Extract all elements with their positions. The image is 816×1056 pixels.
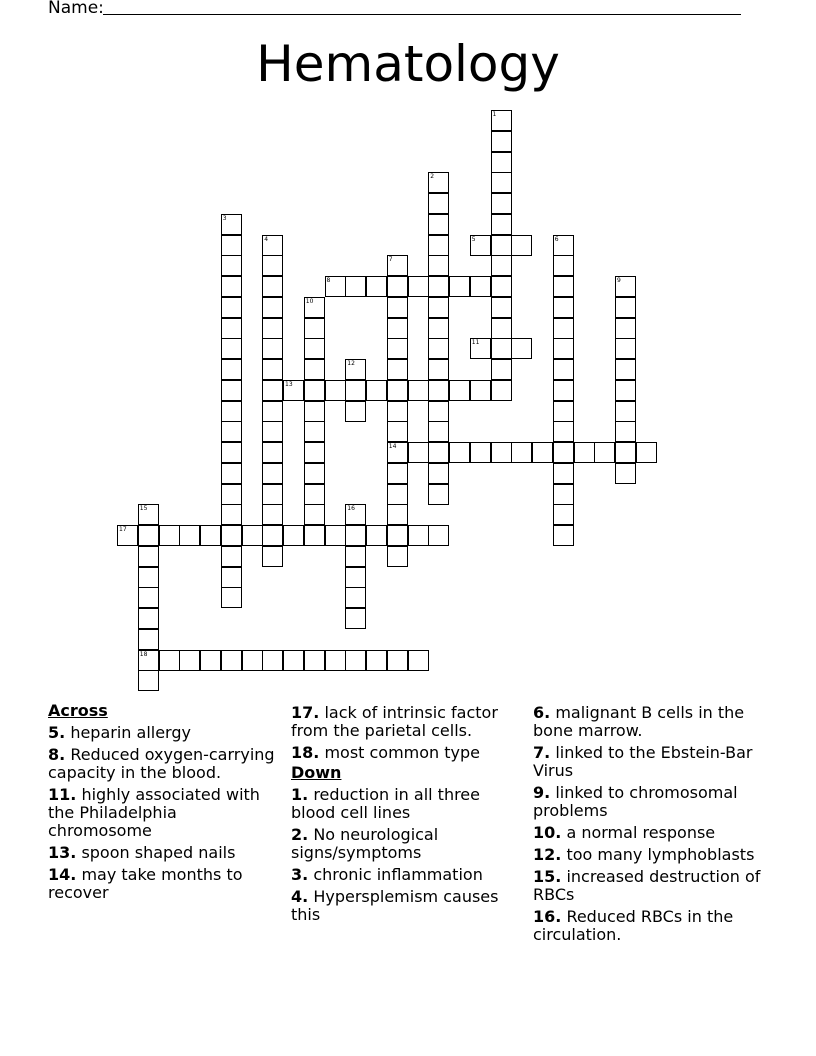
grid-cell[interactable] bbox=[221, 442, 242, 463]
grid-cell[interactable] bbox=[428, 401, 449, 422]
clue-down-3 bbox=[291, 866, 527, 884]
grid-cell[interactable] bbox=[221, 567, 242, 588]
clue-number: 11. bbox=[48, 785, 77, 804]
grid-cell[interactable] bbox=[615, 380, 636, 401]
grid-cell[interactable] bbox=[304, 650, 325, 671]
name-label: Name: bbox=[48, 0, 104, 18]
cell-number: 7 bbox=[388, 256, 393, 264]
clue-down-2 bbox=[291, 826, 527, 862]
grid-cell[interactable] bbox=[428, 318, 449, 339]
clue-text: heparin allergy bbox=[70, 723, 191, 742]
grid-cell[interactable] bbox=[304, 484, 325, 505]
grid-cell[interactable] bbox=[553, 297, 574, 318]
grid-cell[interactable] bbox=[408, 442, 429, 463]
grid-cell[interactable] bbox=[366, 276, 387, 297]
grid-cell[interactable] bbox=[200, 525, 221, 546]
grid-cell[interactable] bbox=[428, 297, 449, 318]
grid-cell[interactable] bbox=[345, 276, 366, 297]
grid-cell[interactable] bbox=[428, 338, 449, 359]
grid-cell[interactable] bbox=[262, 546, 283, 567]
grid-cell[interactable] bbox=[262, 484, 283, 505]
grid-cell[interactable] bbox=[345, 587, 366, 608]
grid-cell[interactable] bbox=[138, 567, 159, 588]
clue-down-7 bbox=[533, 744, 769, 780]
grid-cell[interactable] bbox=[366, 380, 387, 401]
grid-cell[interactable] bbox=[345, 608, 366, 629]
grid-cell[interactable] bbox=[262, 338, 283, 359]
grid-cell[interactable] bbox=[387, 297, 408, 318]
grid-cell[interactable] bbox=[221, 338, 242, 359]
grid-cell[interactable] bbox=[262, 504, 283, 525]
clue-text: chronic inflammation bbox=[313, 865, 483, 884]
clue-number: 10. bbox=[533, 823, 562, 842]
grid-cell[interactable] bbox=[470, 338, 491, 359]
clue-text: may take months to recover bbox=[48, 865, 243, 902]
grid-cell[interactable] bbox=[221, 318, 242, 339]
grid-cell[interactable] bbox=[304, 421, 325, 442]
grid-cell[interactable] bbox=[615, 276, 636, 297]
grid-cell[interactable] bbox=[221, 359, 242, 380]
grid-cell[interactable] bbox=[221, 546, 242, 567]
grid-cell[interactable] bbox=[387, 463, 408, 484]
grid-cell[interactable] bbox=[304, 297, 325, 318]
grid-cell[interactable] bbox=[553, 276, 574, 297]
grid-cell[interactable] bbox=[491, 359, 512, 380]
grid-cell[interactable] bbox=[408, 380, 429, 401]
grid-cell[interactable] bbox=[221, 235, 242, 256]
grid-cell[interactable] bbox=[428, 421, 449, 442]
grid-cell[interactable] bbox=[553, 338, 574, 359]
grid-cell[interactable] bbox=[304, 380, 325, 401]
grid-cell[interactable] bbox=[387, 276, 408, 297]
grid-cell[interactable] bbox=[221, 504, 242, 525]
clues-column-2 bbox=[291, 700, 527, 924]
grid-cell[interactable] bbox=[262, 650, 283, 671]
grid-cell[interactable] bbox=[553, 484, 574, 505]
clues-column-3 bbox=[533, 700, 769, 944]
grid-cell[interactable] bbox=[221, 297, 242, 318]
grid-cell[interactable] bbox=[553, 401, 574, 422]
cell-number: 6 bbox=[554, 235, 559, 243]
clue-number: 6. bbox=[533, 703, 551, 722]
grid-cell[interactable] bbox=[470, 442, 491, 463]
cell-number: 17 bbox=[119, 526, 127, 533]
grid-cell[interactable] bbox=[574, 442, 595, 463]
grid-cell[interactable] bbox=[283, 380, 304, 401]
grid-cell[interactable] bbox=[221, 380, 242, 401]
clue-down-15 bbox=[533, 868, 769, 904]
grid-cell[interactable] bbox=[491, 214, 512, 235]
grid-cell[interactable] bbox=[428, 235, 449, 256]
cell-number: 10 bbox=[305, 297, 314, 305]
grid-cell[interactable] bbox=[553, 504, 574, 525]
clue-number: 13. bbox=[48, 843, 77, 862]
grid-cell[interactable] bbox=[615, 442, 636, 463]
grid-cell[interactable] bbox=[304, 338, 325, 359]
grid-cell[interactable] bbox=[366, 650, 387, 671]
grid-cell[interactable] bbox=[242, 525, 263, 546]
grid-cell[interactable] bbox=[387, 484, 408, 505]
grid-cell[interactable] bbox=[262, 235, 283, 256]
grid-cell[interactable] bbox=[553, 359, 574, 380]
clue-text: increased destruction of RBCs bbox=[533, 867, 761, 904]
grid-cell[interactable] bbox=[553, 235, 574, 256]
clue-across-11 bbox=[48, 786, 284, 840]
cell-number: 2 bbox=[430, 173, 435, 181]
grid-cell[interactable] bbox=[511, 235, 532, 256]
clue-text: malignant B cells in the bone marrow. bbox=[533, 703, 745, 740]
grid-cell[interactable] bbox=[345, 650, 366, 671]
grid-cell[interactable] bbox=[387, 546, 408, 567]
grid-cell[interactable] bbox=[325, 380, 346, 401]
grid-cell[interactable] bbox=[511, 338, 532, 359]
grid-cell[interactable] bbox=[325, 276, 346, 297]
grid-cell[interactable] bbox=[304, 463, 325, 484]
grid-cell[interactable] bbox=[408, 276, 429, 297]
grid-cell[interactable] bbox=[221, 650, 242, 671]
grid-cell[interactable] bbox=[449, 380, 470, 401]
grid-cell[interactable] bbox=[221, 525, 242, 546]
cell-number: 12 bbox=[347, 360, 355, 367]
grid-cell[interactable] bbox=[449, 442, 470, 463]
clue-number: 8. bbox=[48, 745, 66, 764]
grid-cell[interactable] bbox=[345, 401, 366, 422]
grid-cell[interactable] bbox=[408, 525, 429, 546]
clue-text: Hypersplemism causes this bbox=[291, 887, 499, 924]
clue-down-4 bbox=[291, 888, 527, 924]
grid-cell[interactable] bbox=[615, 359, 636, 380]
grid-cell[interactable] bbox=[304, 401, 325, 422]
grid-cell[interactable] bbox=[428, 276, 449, 297]
grid-cell[interactable] bbox=[138, 650, 159, 671]
grid-cell[interactable] bbox=[345, 380, 366, 401]
grid-cell[interactable] bbox=[491, 276, 512, 297]
cell-number: 5 bbox=[471, 235, 476, 243]
cell-number: 1 bbox=[492, 111, 497, 118]
grid-cell[interactable] bbox=[615, 401, 636, 422]
grid-cell[interactable] bbox=[553, 525, 574, 546]
clue-down-9 bbox=[533, 784, 769, 820]
grid-cell[interactable] bbox=[262, 463, 283, 484]
grid-cell[interactable] bbox=[262, 442, 283, 463]
grid-cell[interactable] bbox=[428, 442, 449, 463]
grid-cell[interactable] bbox=[262, 421, 283, 442]
grid-cell[interactable] bbox=[532, 442, 553, 463]
grid-cell[interactable] bbox=[345, 359, 366, 380]
cell-number: 8 bbox=[326, 277, 331, 284]
grid-cell[interactable] bbox=[221, 463, 242, 484]
clue-text: lack of intrinsic factor from the parietal cells. bbox=[291, 703, 498, 740]
grid-cell[interactable] bbox=[470, 276, 491, 297]
grid-cell[interactable] bbox=[491, 131, 512, 152]
grid-cell[interactable] bbox=[615, 463, 636, 484]
grid-cell[interactable] bbox=[449, 276, 470, 297]
grid-cell[interactable] bbox=[366, 525, 387, 546]
grid-cell[interactable] bbox=[470, 235, 491, 256]
grid-cell[interactable] bbox=[159, 650, 180, 671]
clue-text: No neurological signs/symptoms bbox=[291, 825, 439, 862]
grid-cell[interactable] bbox=[262, 255, 283, 276]
cell-number: 4 bbox=[264, 235, 269, 243]
clue-down-1 bbox=[291, 786, 527, 822]
grid-cell[interactable] bbox=[553, 255, 574, 276]
grid-cell[interactable] bbox=[470, 380, 491, 401]
clue-down-10 bbox=[533, 824, 769, 842]
clue-text: Reduced RBCs in the circulation. bbox=[533, 907, 734, 944]
grid-cell[interactable] bbox=[325, 650, 346, 671]
clue-across-8 bbox=[48, 746, 284, 782]
grid-cell[interactable] bbox=[387, 380, 408, 401]
clue-number: 5. bbox=[48, 723, 66, 742]
grid-cell[interactable] bbox=[221, 587, 242, 608]
grid-cell[interactable] bbox=[615, 318, 636, 339]
grid-cell[interactable] bbox=[345, 567, 366, 588]
clue-text: too many lymphoblasts bbox=[566, 845, 755, 864]
grid-cell[interactable] bbox=[221, 401, 242, 422]
grid-cell[interactable] bbox=[138, 525, 159, 546]
grid-cell[interactable] bbox=[138, 608, 159, 629]
grid-cell[interactable] bbox=[262, 401, 283, 422]
cell-number: 14 bbox=[388, 443, 397, 450]
clues-column-1 bbox=[48, 700, 284, 902]
grid-cell[interactable] bbox=[179, 650, 200, 671]
grid-cell[interactable] bbox=[304, 525, 325, 546]
grid-cell[interactable] bbox=[387, 421, 408, 442]
grid-cell[interactable] bbox=[387, 318, 408, 339]
grid-cell[interactable] bbox=[262, 359, 283, 380]
clue-text: linked to chromosomal problems bbox=[533, 783, 738, 820]
grid-cell[interactable] bbox=[615, 297, 636, 318]
cell-number: 13 bbox=[285, 380, 293, 388]
cell-number: 11 bbox=[471, 339, 480, 347]
grid-cell[interactable] bbox=[553, 442, 574, 463]
grid-cell[interactable] bbox=[428, 525, 449, 546]
grid-cell[interactable] bbox=[387, 442, 408, 463]
grid-cell[interactable] bbox=[387, 338, 408, 359]
grid-cell[interactable] bbox=[117, 525, 138, 546]
grid-cell[interactable] bbox=[262, 318, 283, 339]
grid-cell[interactable] bbox=[345, 546, 366, 567]
grid-cell[interactable] bbox=[345, 504, 366, 525]
grid-cell[interactable] bbox=[491, 152, 512, 173]
grid-cell[interactable] bbox=[491, 110, 512, 131]
grid-cell[interactable] bbox=[283, 650, 304, 671]
clue-down-6 bbox=[533, 704, 769, 740]
clue-text: spoon shaped nails bbox=[81, 843, 236, 862]
grid-cell[interactable] bbox=[553, 463, 574, 484]
grid-cell[interactable] bbox=[387, 650, 408, 671]
cell-number: 3 bbox=[222, 214, 227, 222]
grid-cell[interactable] bbox=[491, 380, 512, 401]
clue-number: 4. bbox=[291, 887, 309, 906]
grid-cell[interactable] bbox=[138, 670, 159, 691]
grid-cell[interactable] bbox=[221, 484, 242, 505]
grid-cell[interactable] bbox=[511, 442, 532, 463]
clue-text: most common type bbox=[324, 743, 481, 762]
grid-cell[interactable] bbox=[428, 359, 449, 380]
grid-cell[interactable] bbox=[428, 214, 449, 235]
grid-cell[interactable] bbox=[491, 442, 512, 463]
clue-down-12 bbox=[533, 846, 769, 864]
clue-number: 15. bbox=[533, 867, 562, 886]
grid-cell[interactable] bbox=[262, 380, 283, 401]
grid-cell[interactable] bbox=[387, 255, 408, 276]
cell-number: 18 bbox=[139, 650, 148, 658]
clue-text: Reduced oxygen-carrying capacity in the blood. bbox=[48, 745, 275, 782]
grid-cell[interactable] bbox=[221, 214, 242, 235]
clue-number: 18. bbox=[291, 743, 320, 762]
grid-cell[interactable] bbox=[387, 504, 408, 525]
grid-cell[interactable] bbox=[221, 421, 242, 442]
grid-cell[interactable] bbox=[428, 193, 449, 214]
grid-cell[interactable] bbox=[615, 338, 636, 359]
grid-cell[interactable] bbox=[138, 587, 159, 608]
grid-cell[interactable] bbox=[387, 401, 408, 422]
clue-across-5 bbox=[48, 724, 284, 742]
clue-across-18 bbox=[291, 744, 527, 762]
grid-cell[interactable] bbox=[179, 525, 200, 546]
grid-cell[interactable] bbox=[221, 255, 242, 276]
clue-number: 1. bbox=[291, 785, 309, 804]
grid-cell[interactable] bbox=[615, 421, 636, 442]
grid-cell[interactable] bbox=[491, 235, 512, 256]
grid-cell[interactable] bbox=[159, 525, 180, 546]
grid-cell[interactable] bbox=[387, 359, 408, 380]
cell-number: 16 bbox=[347, 505, 355, 513]
grid-cell[interactable] bbox=[491, 318, 512, 339]
grid-cell[interactable] bbox=[428, 484, 449, 505]
page-title: Hematology bbox=[256, 35, 560, 93]
grid-cell[interactable] bbox=[221, 276, 242, 297]
clue-text: reduction in all three blood cell lines bbox=[291, 785, 480, 822]
grid-cell[interactable] bbox=[491, 172, 512, 193]
grid-cell[interactable] bbox=[594, 442, 615, 463]
grid-cell[interactable] bbox=[262, 297, 283, 318]
cell-number: 15 bbox=[139, 505, 148, 513]
grid-cell[interactable] bbox=[428, 172, 449, 193]
clue-number: 17. bbox=[291, 703, 320, 722]
grid-cell[interactable] bbox=[428, 380, 449, 401]
grid-cell[interactable] bbox=[200, 650, 221, 671]
grid-cell[interactable] bbox=[491, 193, 512, 214]
clue-text: highly associated with the Philadelphia chromosome bbox=[48, 785, 260, 840]
clue-number: 9. bbox=[533, 783, 551, 802]
grid-cell[interactable] bbox=[491, 297, 512, 318]
grid-cell[interactable] bbox=[138, 629, 159, 650]
clue-across-14 bbox=[48, 866, 284, 902]
clue-text: a normal response bbox=[566, 823, 716, 842]
down-heading: Down bbox=[291, 763, 342, 782]
across-heading: Across bbox=[48, 701, 108, 720]
grid-cell[interactable] bbox=[283, 525, 304, 546]
clue-across-13 bbox=[48, 844, 284, 862]
clue-number: 12. bbox=[533, 845, 562, 864]
grid-cell[interactable] bbox=[262, 525, 283, 546]
grid-cell[interactable] bbox=[304, 318, 325, 339]
grid-cell[interactable] bbox=[553, 318, 574, 339]
clue-number: 14. bbox=[48, 865, 77, 884]
grid-cell[interactable] bbox=[553, 421, 574, 442]
grid-cell[interactable] bbox=[491, 338, 512, 359]
grid-cell[interactable] bbox=[304, 504, 325, 525]
clue-number: 3. bbox=[291, 865, 309, 884]
grid-cell[interactable] bbox=[262, 276, 283, 297]
grid-cell[interactable] bbox=[242, 650, 263, 671]
grid-cell[interactable] bbox=[345, 525, 366, 546]
cell-number: 9 bbox=[617, 277, 621, 284]
grid-cell[interactable] bbox=[387, 525, 408, 546]
grid-cell[interactable] bbox=[408, 650, 429, 671]
clue-down-16 bbox=[533, 908, 769, 944]
grid-cell[interactable] bbox=[428, 463, 449, 484]
clue-number: 16. bbox=[533, 907, 562, 926]
clue-number: 7. bbox=[533, 743, 551, 762]
grid-cell[interactable] bbox=[325, 525, 346, 546]
grid-cell[interactable] bbox=[553, 380, 574, 401]
clue-number: 2. bbox=[291, 825, 309, 844]
grid-cell[interactable] bbox=[304, 359, 325, 380]
grid-cell[interactable] bbox=[491, 255, 512, 276]
grid-cell[interactable] bbox=[138, 546, 159, 567]
clue-across-17 bbox=[291, 704, 527, 740]
grid-cell[interactable] bbox=[304, 442, 325, 463]
grid-cell[interactable] bbox=[138, 504, 159, 525]
clue-text: linked to the Ebstein-Bar Virus bbox=[533, 743, 753, 780]
grid-cell[interactable] bbox=[636, 442, 657, 463]
grid-cell[interactable] bbox=[428, 255, 449, 276]
